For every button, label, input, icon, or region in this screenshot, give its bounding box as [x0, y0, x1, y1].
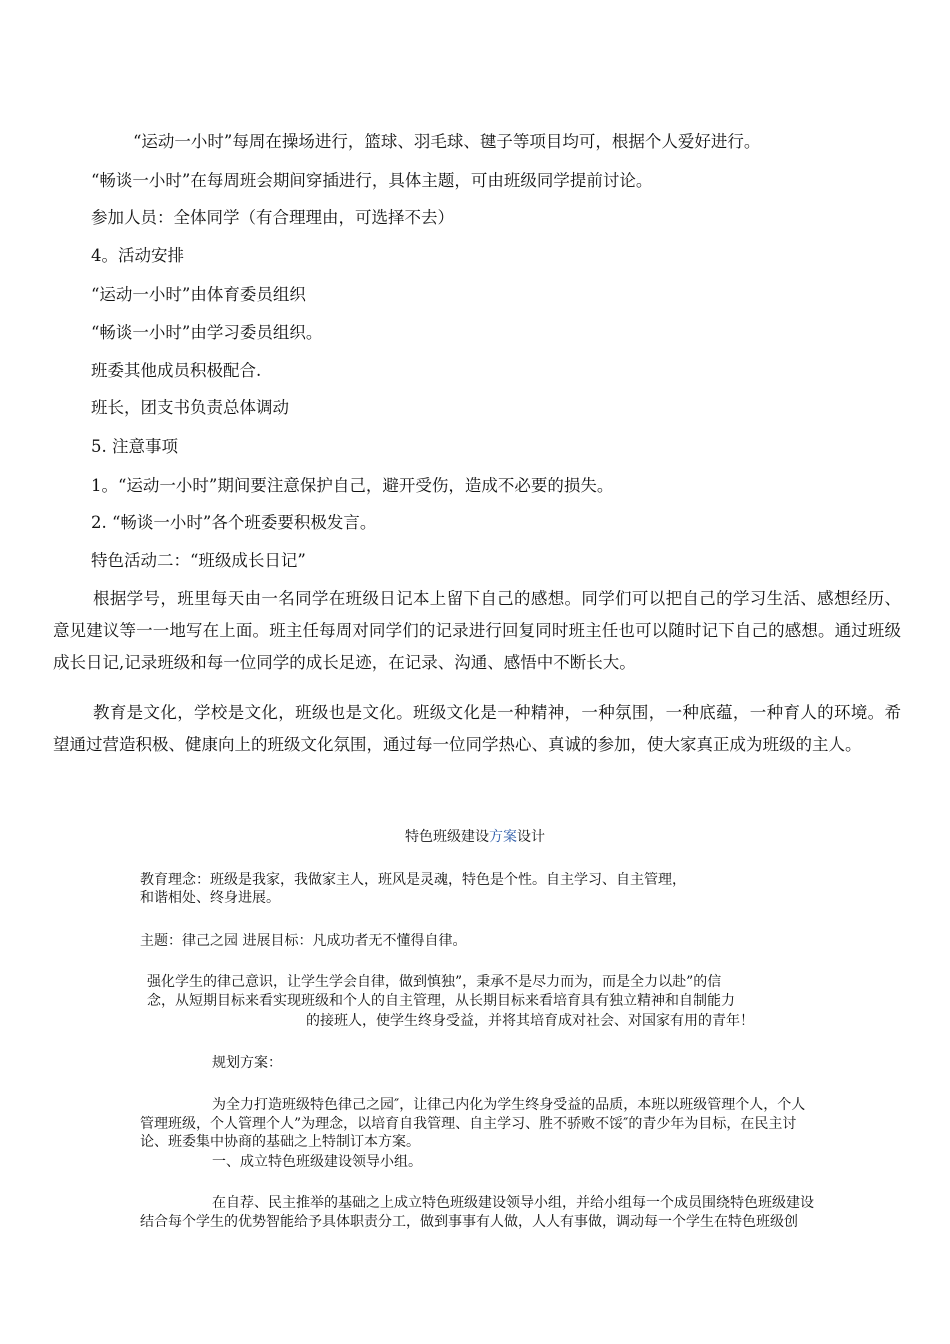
final-line-2: 结合每个学生的优势智能给予具体职责分工，做到事事有人做，人人有事做，调动每一个学生在特色班级创 [140, 1214, 798, 1230]
title-part-2: 设计 [517, 829, 545, 845]
final-line-1: 在自荐、民主推举的基础之上成立特色班级建设领导小组，并给小组每一个成员围绕特色班级建设 [212, 1195, 814, 1211]
section-heading-1: 一、成立特色班级建设领导小组。 [212, 1154, 422, 1170]
paragraph-class-culture: 教育是文化，学校是文化，班级也是文化。班级文化是一种精神，一种氛围，一种底蕴，一种育人的环境。希望通过营造积极、健康向上的班级文化氛围，通过每一位同学热心、真诚的参加，使大家真正成为班级的主人。 [53, 703, 901, 754]
paragraph-sport-organizer: “运动一小时”由体育委员组织 [91, 285, 306, 304]
title-part-1: 特色班级建设 [405, 829, 489, 845]
idea-line-1: 教育理念：班级是我家，我做家主人，班风是灵魂，特色是个性。自主学习、自主管理， [140, 872, 686, 888]
paragraph-committee: 班委其他成员积极配合. [91, 361, 262, 380]
paragraph-participants: 参加人员：全体同学（有合理理由，可选择不去） [91, 208, 454, 227]
paragraph-talk-hour: “畅谈一小时”在每周班会期间穿插进行，具体主题，可由班级同学提前讨论。 [91, 171, 653, 190]
plan-label: 规划方案： [212, 1055, 282, 1071]
plan-line-1: 为全力打造班级特色律己之园″，让律己内化为学生终身受益的品质，本班以班级管理个人，个人 [212, 1097, 806, 1113]
paragraph-sport-hour: “运动一小时”每周在操场进行，篮球、羽毛球、毽子等项目均可，根据个人爱好进行。 [133, 132, 761, 151]
heading-notes: 5. 注意事项 [91, 437, 178, 456]
heading-activity-arrangement: 4。活动安排 [91, 246, 184, 265]
paragraph-note-2: 2. “畅谈一小时”各个班委要积极发言。 [91, 513, 377, 532]
goal-line-1: 强化学生的律己意识，让学生学会自律，做到慎独”，秉承不是尽力而为，而是全力以赴”的信 [147, 974, 722, 990]
plan-line-3: 论、班委集中协商的基础之上特制订本方案。 [140, 1134, 420, 1150]
theme-line: 主题：律己之园 进展目标：凡成功者无不懂得自律。 [140, 933, 467, 949]
paragraph-growth-diary: 根据学号，班里每天由一名同学在班级日记本上留下自己的感想。同学们可以把自己的学习生活、感想经历、意见建议等一一地写在上面。班主任每周对同学们的记录进行回复同时班主任也可以随时记下自己的感想。通过班级成长日记,记录班级和每一位同学的成长足迹，在记录、沟通、感悟中不断长大。 [53, 589, 901, 672]
idea-line-2: 和谐相处、终身进展。 [140, 890, 280, 906]
paragraph-monitor: 班长，团支书负责总体调动 [91, 398, 289, 417]
paragraph-note-1: 1。“运动一小时”期间要注意保护自己，避开受伤，造成不必要的损失。 [91, 476, 614, 495]
plan-line-2: 管理班级，个人管理个人”为理念，以培育自我管理、自主学习、胜不骄败不馁″的青少年为目标，在民主讨 [140, 1116, 797, 1132]
goal-line-2: 念，从短期目标来看实现班级和个人的自主管理，从长期目标来看培育具有独立精神和自制能力 [147, 993, 735, 1009]
paragraph-talk-organizer: “畅谈一小时”由学习委员组织。 [91, 323, 323, 342]
heading-activity-two: 特色活动二：“班级成长日记” [91, 551, 306, 570]
title-part-link: 方案 [489, 829, 517, 845]
document-title [0, 828, 950, 846]
goal-line-3: 的接班人，使学生终身受益，并将其培育成对社会、对国家有用的青年！ [306, 1013, 754, 1029]
